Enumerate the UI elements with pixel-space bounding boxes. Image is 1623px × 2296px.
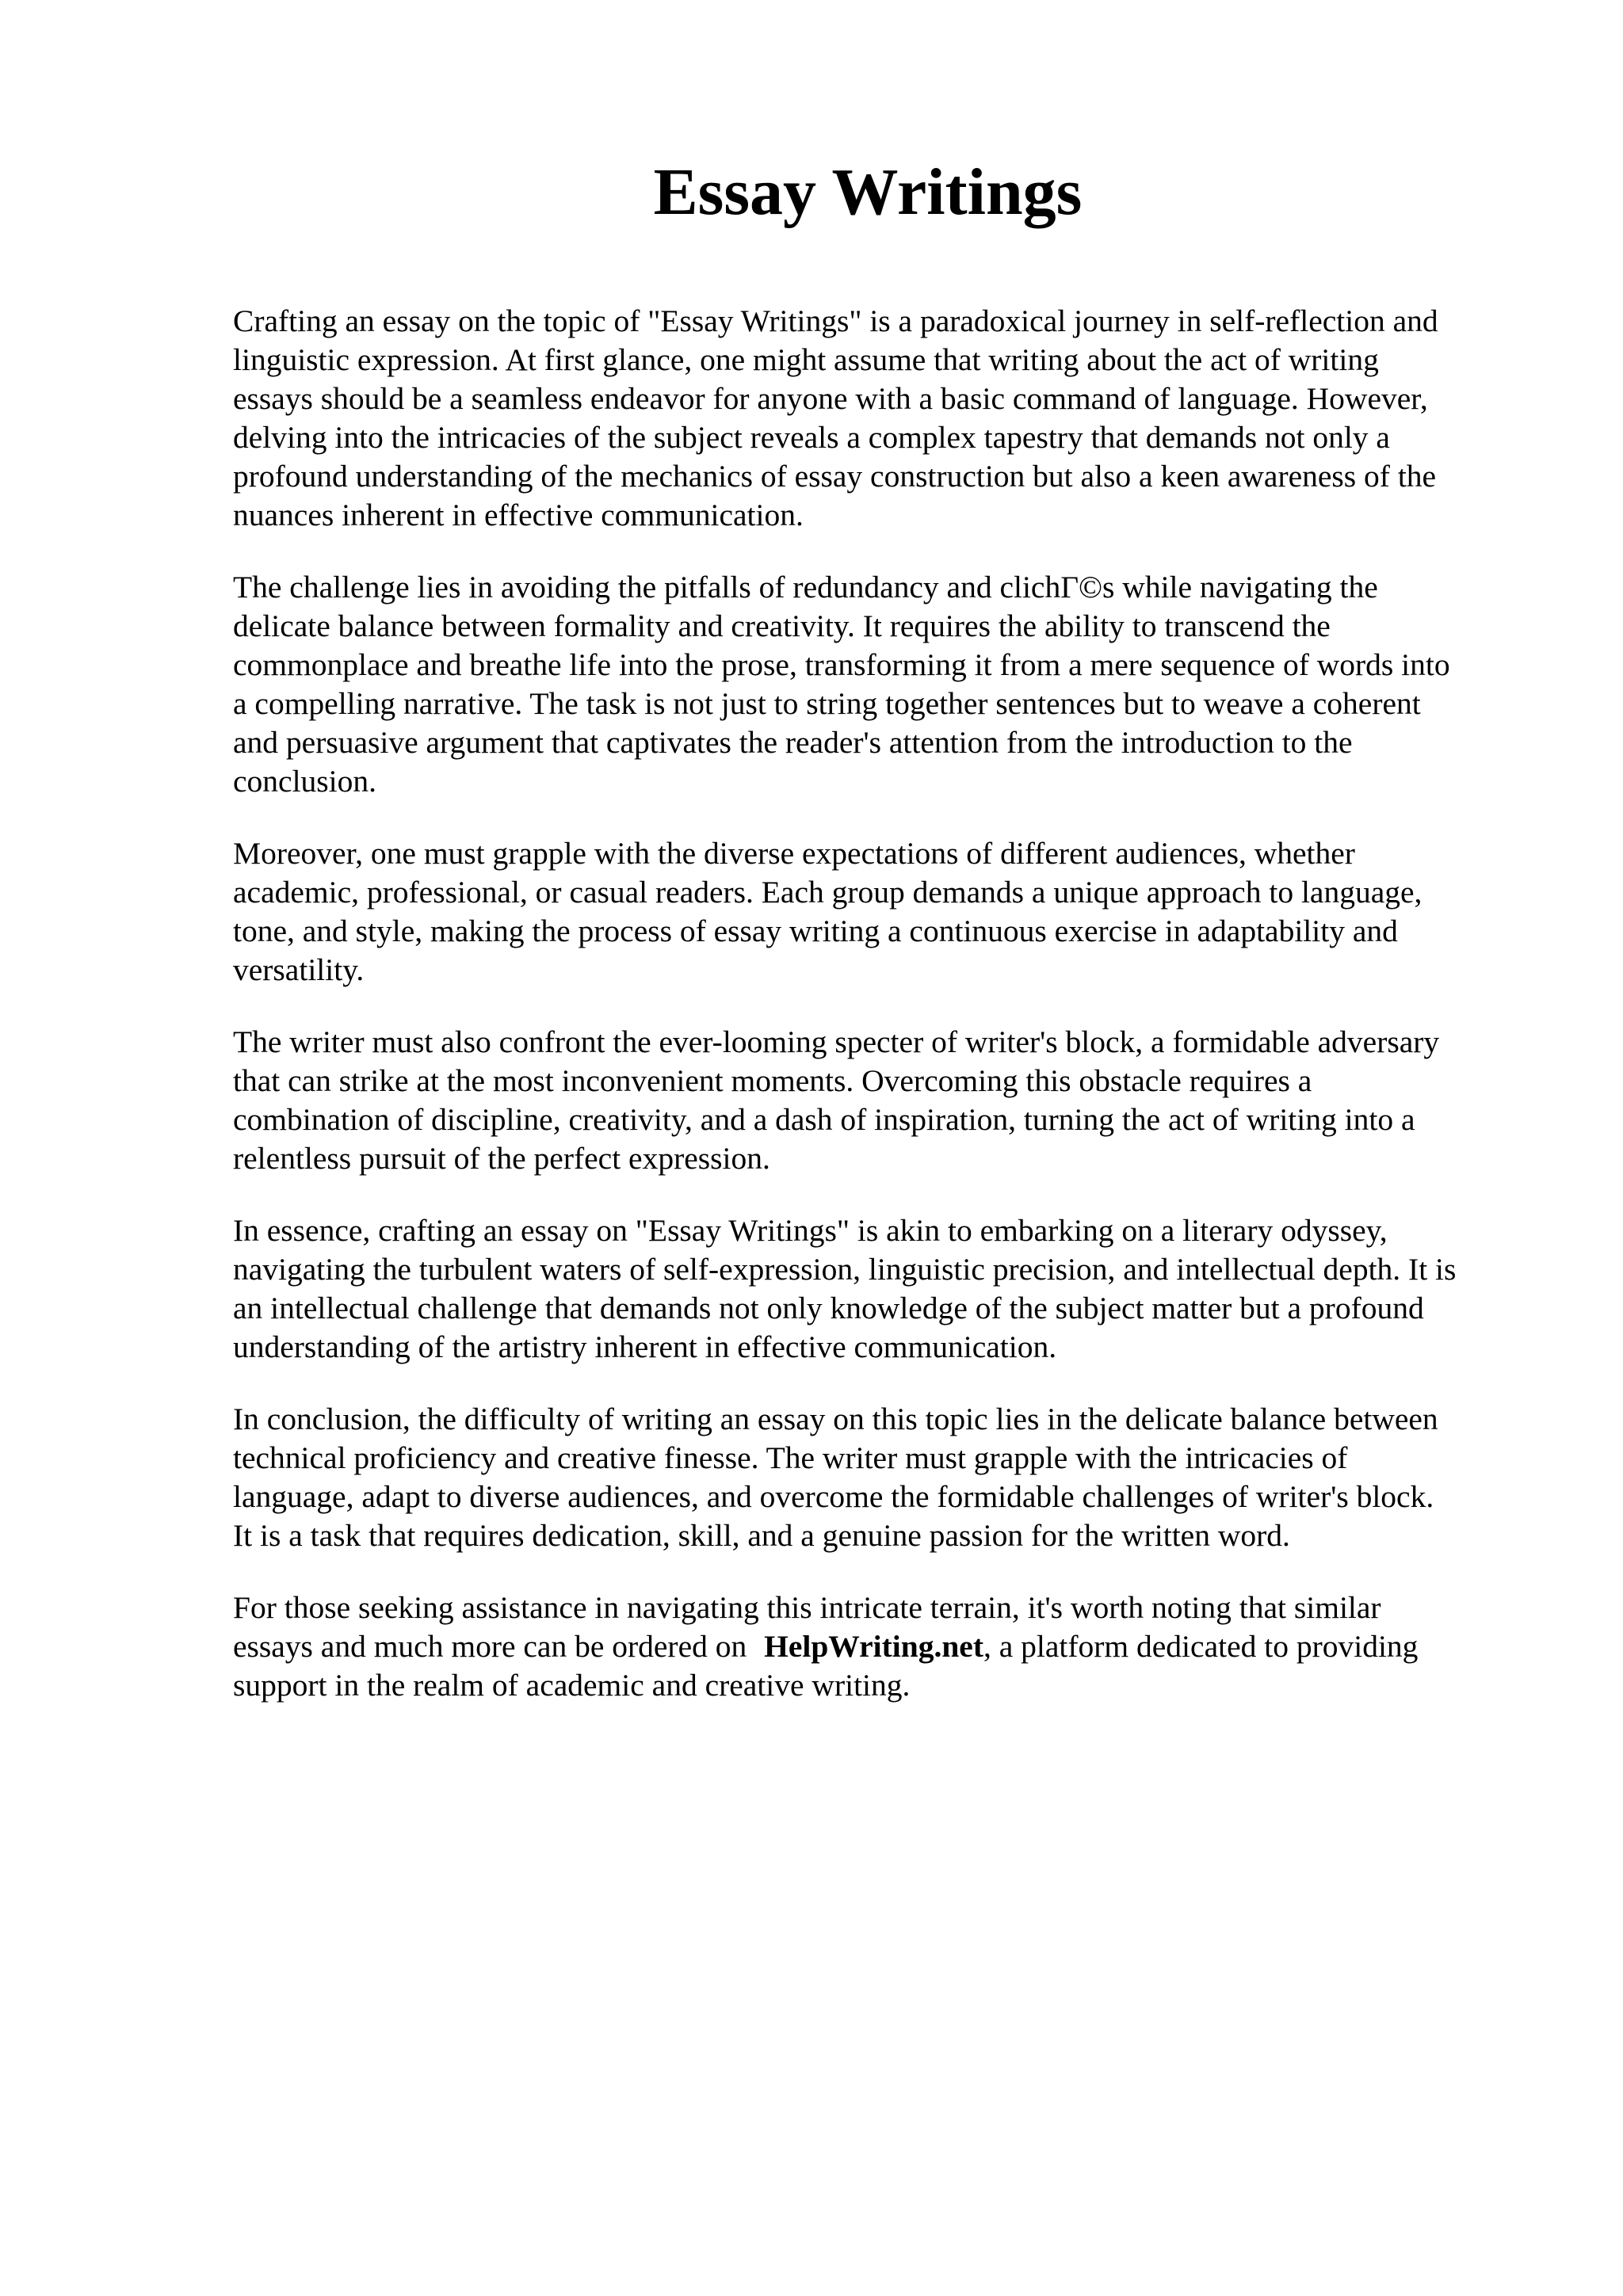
text-line: delving into the intricacies of the subject reveals a complex tapestry that demands not only a bbox=[233, 420, 1390, 455]
page-title: Essay Writings bbox=[653, 155, 1083, 229]
closing-text-before-link: essays and much more can be ordered on bbox=[233, 1629, 755, 1664]
text-line: an intellectual challenge that demands not only knowledge of the subject matter but a profound bbox=[233, 1291, 1424, 1325]
text-line: The challenge lies in avoiding the pitfalls of redundancy and clichГ©s while navigating the bbox=[233, 570, 1378, 605]
text-line: essays should be a seamless endeavor for anyone with a basic command of language. However, bbox=[233, 381, 1428, 416]
text-line: language, adapt to diverse audiences, and overcome the formidable challenges of writer's block. bbox=[233, 1479, 1434, 1514]
text-line: commonplace and breathe life into the prose, transforming it from a mere sequence of words into bbox=[233, 647, 1450, 682]
paragraph-1 bbox=[233, 302, 1533, 535]
text-line: a compelling narrative. The task is not just to string together sentences but to weave a coherent bbox=[233, 686, 1421, 721]
paragraph-5 bbox=[233, 1211, 1533, 1367]
text-line: that can strike at the most inconvenient moments. Overcoming this obstacle requires a bbox=[233, 1063, 1312, 1098]
text-line: tone, and style, making the process of essay writing a continuous exercise in adaptability and bbox=[233, 913, 1398, 948]
text-line: profound understanding of the mechanics of essay construction but also a keen awareness of the bbox=[233, 459, 1437, 494]
text-line: versatility. bbox=[233, 952, 365, 987]
paragraph-3 bbox=[233, 834, 1533, 990]
text-line: and persuasive argument that captivates the reader's attention from the introduction to the bbox=[233, 725, 1353, 760]
paragraph-2 bbox=[233, 568, 1533, 801]
closing-paragraph bbox=[233, 1589, 1533, 1705]
text-line: academic, professional, or casual readers. Each group demands a unique approach to language, bbox=[233, 875, 1423, 910]
text-line: Moreover, one must grapple with the diverse expectations of different audiences, whether bbox=[233, 836, 1355, 871]
text-line: Crafting an essay on the topic of "Essay Writings" is a paradoxical journey in self-reflection and bbox=[233, 303, 1438, 338]
text-line: relentless pursuit of the perfect expression. bbox=[233, 1141, 770, 1176]
text-line: linguistic expression. At first glance, one might assume that writing about the act of writing bbox=[233, 342, 1379, 377]
text-line: support in the realm of academic and creative writing. bbox=[233, 1668, 911, 1703]
paragraph-6 bbox=[233, 1400, 1533, 1555]
text-line: combination of discipline, creativity, and a dash of inspiration, turning the act of writing into a bbox=[233, 1102, 1415, 1137]
text-line-with-link bbox=[233, 1627, 1533, 1666]
text-line: For those seeking assistance in navigating this intricate terrain, it's worth noting that similar bbox=[233, 1590, 1381, 1625]
text-line: The writer must also confront the ever-looming specter of writer's block, a formidable adversary bbox=[233, 1024, 1440, 1059]
text-line: delicate balance between formality and creativity. It requires the ability to transcend the bbox=[233, 608, 1331, 643]
text-line: technical proficiency and creative finesse. The writer must grapple with the intricacies of bbox=[233, 1440, 1348, 1475]
text-line: It is a task that requires dedication, skill, and a genuine passion for the written word. bbox=[233, 1518, 1290, 1553]
text-line: In conclusion, the difficulty of writing an essay on this topic lies in the delicate balance between bbox=[233, 1402, 1438, 1436]
text-line: nuances inherent in effective communication. bbox=[233, 498, 804, 532]
helpwriting-link[interactable]: HelpWriting.net bbox=[764, 1629, 983, 1664]
text-line: understanding of the artistry inherent in effective communication. bbox=[233, 1329, 1057, 1364]
text-line: navigating the turbulent waters of self-expression, linguistic precision, and intellectual depth. It is bbox=[233, 1252, 1457, 1287]
text-line: In essence, crafting an essay on "Essay Writings" is akin to embarking on a literary odyssey, bbox=[233, 1213, 1388, 1248]
text-line: conclusion. bbox=[233, 764, 377, 799]
paragraph-4 bbox=[233, 1023, 1533, 1178]
essay-body bbox=[233, 302, 1533, 1738]
closing-text-after-link: , a platform dedicated to providing bbox=[983, 1629, 1419, 1664]
